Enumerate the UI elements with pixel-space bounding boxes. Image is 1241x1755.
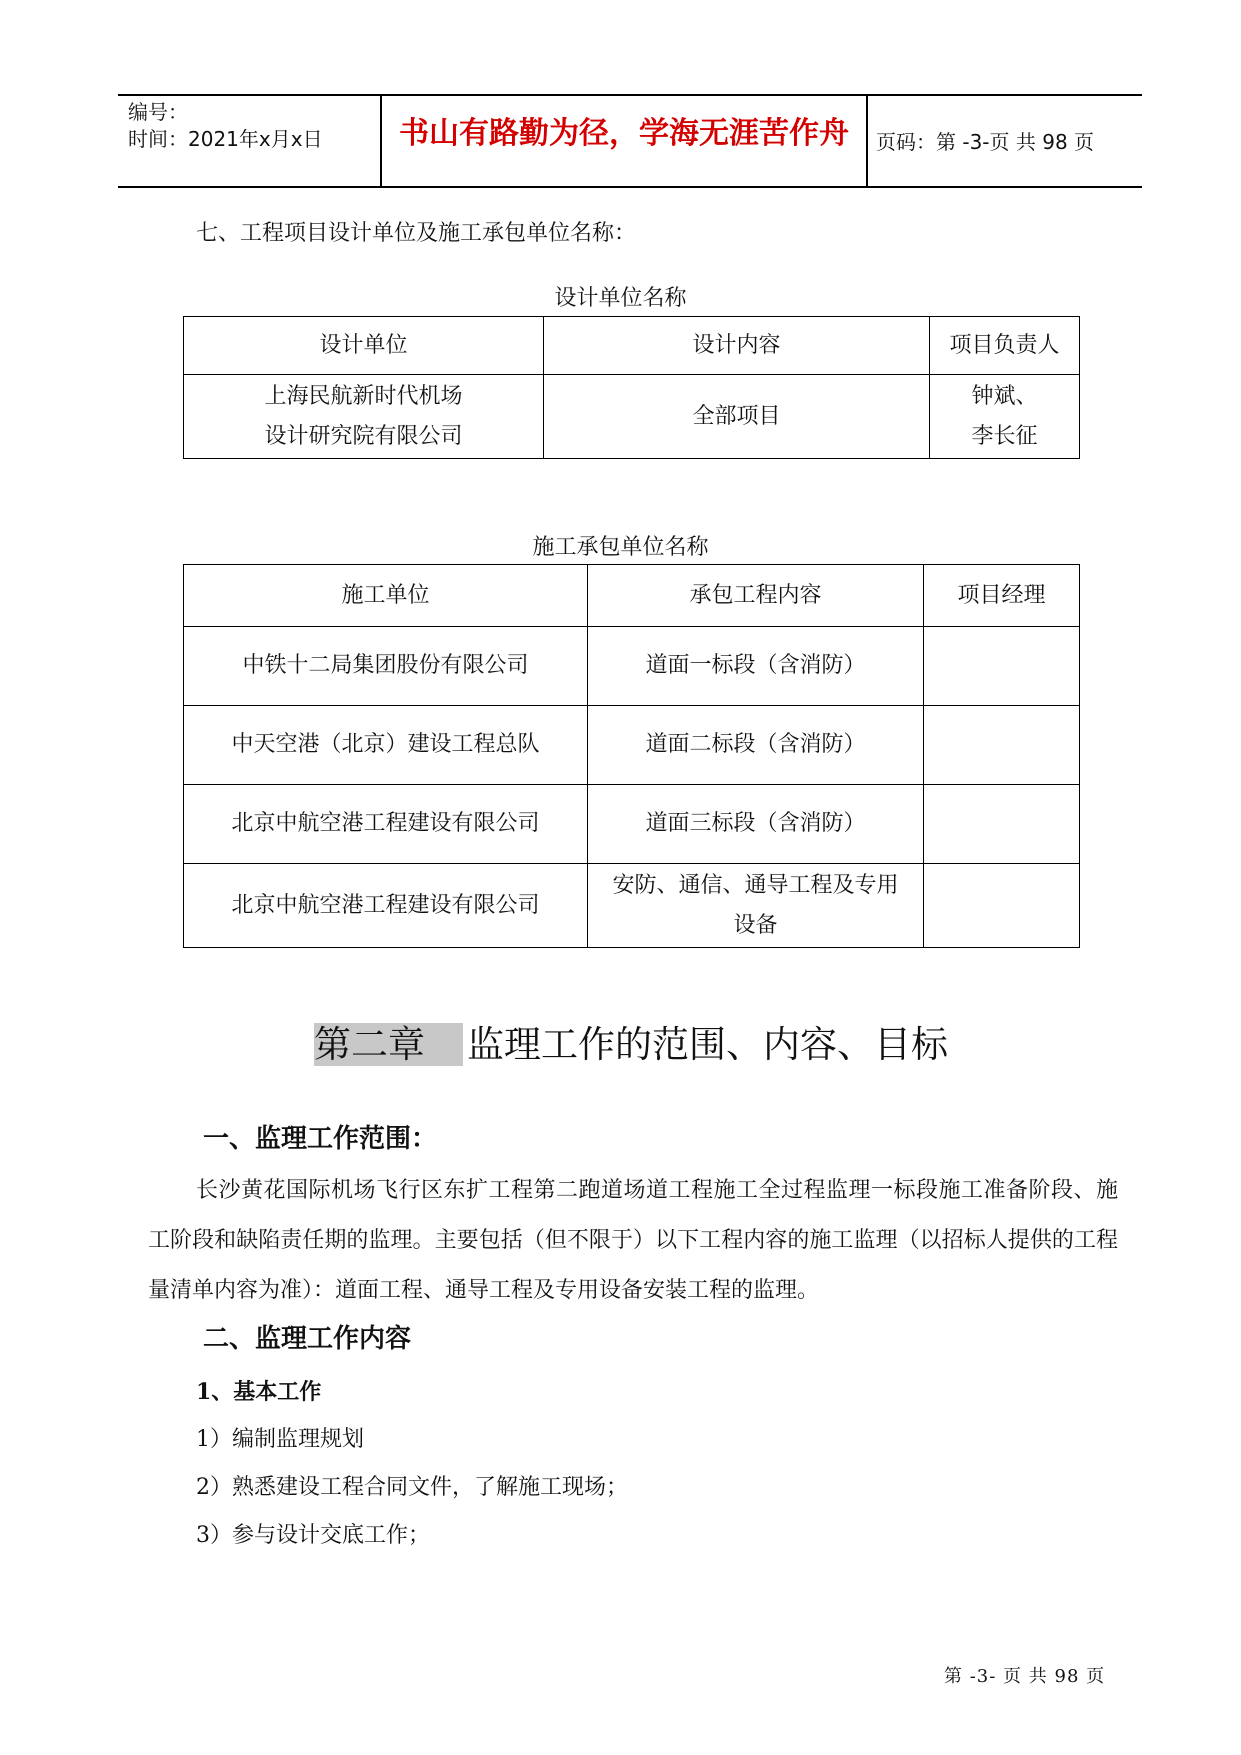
header-meta [128,99,323,153]
list-item: 1）编制监理规划 [196,1427,364,1452]
contractor-content-cell: 道面三标段（含消防） [588,785,924,864]
contractor-content-cell [588,864,924,948]
list-item: 2）熟悉建设工程合同文件，了解施工现场； [196,1475,628,1500]
contractor-manager-cell [924,706,1080,785]
content-heading: 二、监理工作内容 [203,1324,412,1354]
table-row [184,375,1080,459]
contractor-manager-cell [924,627,1080,706]
contractor-manager-cell [924,785,1080,864]
contractor-manager-cell [924,864,1080,948]
contractor-content-line1: 安防、通信、通导工程及专用 [612,872,899,898]
table-row [184,706,1080,785]
header-time-label: 时间：2021年x月x日 [128,127,323,151]
contractor-content-cell: 道面一标段（含消防） [588,627,924,706]
contractor-table-caption: 施工承包单位名称 [532,535,709,560]
design-header-content: 设计内容 [544,317,930,375]
design-table [183,316,1080,459]
section-intro: 七、工程项目设计单位及施工承包单位名称： [196,221,637,246]
contractor-unit-cell: 北京中航空港工程建设有限公司 [184,864,588,948]
design-unit-line2: 设计研究院有限公司 [264,423,463,449]
header-divider-right [866,94,868,188]
design-manager-line2: 李长征 [971,423,1038,449]
contractor-header-unit: 施工单位 [184,565,588,627]
contractor-unit-cell: 中天空港（北京）建设工程总队 [184,706,588,785]
header-top-rule [118,94,1142,96]
chapter-title: 监理工作的范围、内容、目标 [467,1023,948,1066]
list-item: 3）参与设计交底工作； [196,1523,430,1548]
scope-paragraph: 长沙黄花国际机场飞行区东扩工程第二跑道场道工程施工全过程监理一标段施工准备阶段、施工阶段和缺陷责任期的监理。主要包括（但不限于）以下工程内容的施工监理（以招标人提供的工程量清单内容为准）：道面工程、通导工程及专用设备安装工程的监理。 [148,1178,1118,1303]
contractor-unit-cell: 中铁十二局集团股份有限公司 [184,627,588,706]
header-bottom-rule [118,186,1142,188]
contractor-content-line2: 设备 [733,912,778,938]
design-header-unit: 设计单位 [184,317,544,375]
contractor-table [183,564,1080,948]
contractor-header-content: 承包工程内容 [588,565,924,627]
table-row [184,627,1080,706]
design-manager-line1: 钟斌、 [971,383,1038,409]
contractor-header-manager: 项目经理 [924,565,1080,627]
design-content-cell: 全部项目 [544,375,930,459]
header-motto: 书山有路勤为径，学海无涯苦作舟 [399,116,849,151]
design-table-header-row [184,317,1080,375]
table-row [184,864,1080,948]
header-number-label: 编号： [128,100,188,124]
footer-page-label: 第 -3- 页 共 98 页 [944,1666,1106,1687]
table-row [184,785,1080,864]
content-subheading: 1、基本工作 [196,1379,322,1405]
chapter-heading [314,1017,948,1073]
design-table-caption: 设计单位名称 [554,286,687,311]
chapter-number: 第二章 [314,1023,463,1066]
design-header-manager: 项目负责人 [930,317,1080,375]
header-page-label: 页码：第 -3-页 共 98 页 [876,130,1095,154]
design-unit-cell [184,375,544,459]
design-manager-cell [930,375,1080,459]
contractor-content-cell: 道面二标段（含消防） [588,706,924,785]
contractor-unit-cell: 北京中航空港工程建设有限公司 [184,785,588,864]
contractor-table-header-row [184,565,1080,627]
scope-heading: 一、监理工作范围： [203,1124,438,1154]
design-unit-line1: 上海民航新时代机场 [264,383,463,409]
